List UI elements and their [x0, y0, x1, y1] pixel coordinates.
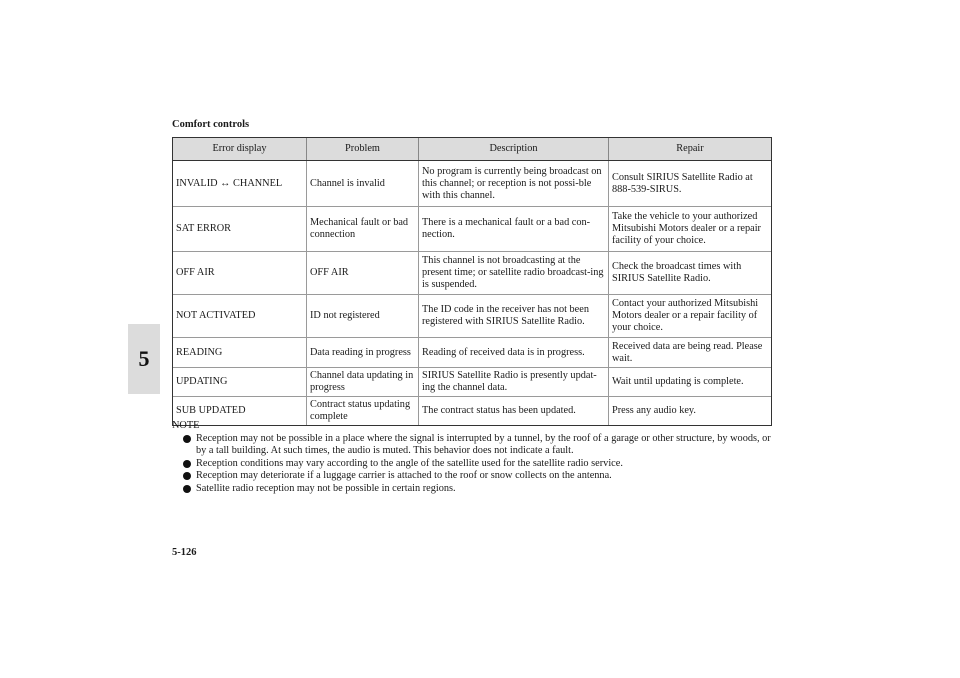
note-list: [172, 433, 777, 496]
note-item-text: Satellite radio reception may not be possible in certain regions.: [196, 482, 456, 494]
description-cell: There is a mechanical fault or a bad con-nection.: [419, 207, 609, 252]
repair-cell: Take the vehicle to your authorized Mitsubishi Motors dealer or a repair facility of your choice.: [609, 207, 772, 252]
description-cell: Reading of received data is in progress.: [419, 338, 609, 368]
table-row: [173, 161, 772, 207]
table-row: [173, 295, 772, 338]
description-cell: SIRIUS Satellite Radio is presently updat-ing the channel data.: [419, 368, 609, 397]
note-item-text: Reception may not be possible in a place where the signal is interrupted by a tunnel, by the roof of a garage or other structure, by woods, or by a tall building. At such times, the audio is muted. This behavior does not indicate a fault.: [196, 432, 771, 456]
error-display-cell: OFF AIR: [173, 252, 307, 295]
note-item: [183, 458, 777, 471]
bullet-icon: [183, 460, 191, 468]
problem-cell: Channel is invalid: [307, 161, 419, 207]
page-number: 5-126: [172, 547, 197, 558]
error-table: [172, 137, 772, 426]
note-item: [183, 470, 777, 483]
note-item: [183, 483, 777, 496]
bullet-icon: [183, 485, 191, 493]
note-title: NOTE: [172, 420, 200, 431]
table-row: [173, 338, 772, 368]
table-row: [173, 252, 772, 295]
problem-cell: OFF AIR: [307, 252, 419, 295]
error-display-cell: NOT ACTIVATED: [173, 295, 307, 338]
note-item-text: Reception may deteriorate if a luggage carrier is attached to the roof or snow collects on the antenna.: [196, 470, 612, 481]
column-header-error-display: Error display: [173, 138, 307, 161]
repair-cell: Check the broadcast times with SIRIUS Satellite Radio.: [609, 252, 772, 295]
column-header-problem: Problem: [307, 138, 419, 161]
description-cell: The ID code in the receiver has not been registered with SIRIUS Satellite Radio.: [419, 295, 609, 338]
note-section: [172, 420, 777, 495]
problem-cell: Contract status updating complete: [307, 397, 419, 426]
note-item: [183, 433, 777, 458]
note-item-text: Reception conditions may vary according to the angle of the satellite used for the satellite radio service.: [196, 457, 623, 469]
description-cell: The contract status has been updated.: [419, 397, 609, 426]
table-row: [173, 368, 772, 397]
column-header-repair: Repair: [609, 138, 772, 161]
problem-cell: ID not registered: [307, 295, 419, 338]
repair-cell: Wait until updating is complete.: [609, 368, 772, 397]
repair-cell: Contact your authorized Mitsubishi Motors dealer or a repair facility of your choice.: [609, 295, 772, 338]
table-header-row: [173, 138, 772, 161]
error-display-cell: UPDATING: [173, 368, 307, 397]
description-cell: No program is currently being broadcast on this channel; or reception is not possi-ble with this channel.: [419, 161, 609, 207]
column-header-description: Description: [419, 138, 609, 161]
error-display-cell: INVALID ↔ CHANNEL: [173, 161, 307, 207]
repair-cell: Press any audio key.: [609, 397, 772, 426]
repair-cell: Consult SIRIUS Satellite Radio at 888-539-SIRUS.: [609, 161, 772, 207]
bullet-icon: [183, 435, 191, 443]
repair-cell: Received data are being read. Please wait.: [609, 338, 772, 368]
problem-cell: Data reading in progress: [307, 338, 419, 368]
error-display-cell: READING: [173, 338, 307, 368]
description-cell: This channel is not broadcasting at the present time; or satellite radio broadcast-ing is suspended.: [419, 252, 609, 295]
problem-cell: Mechanical fault or bad connection: [307, 207, 419, 252]
chapter-tab: 5: [128, 324, 160, 394]
error-display-cell: SAT ERROR: [173, 207, 307, 252]
error-display-cell: SUB UPDATED: [173, 397, 307, 426]
table-row: [173, 207, 772, 252]
problem-cell: Channel data updating in progress: [307, 368, 419, 397]
section-header: Comfort controls: [172, 119, 250, 130]
bullet-icon: [183, 472, 191, 480]
